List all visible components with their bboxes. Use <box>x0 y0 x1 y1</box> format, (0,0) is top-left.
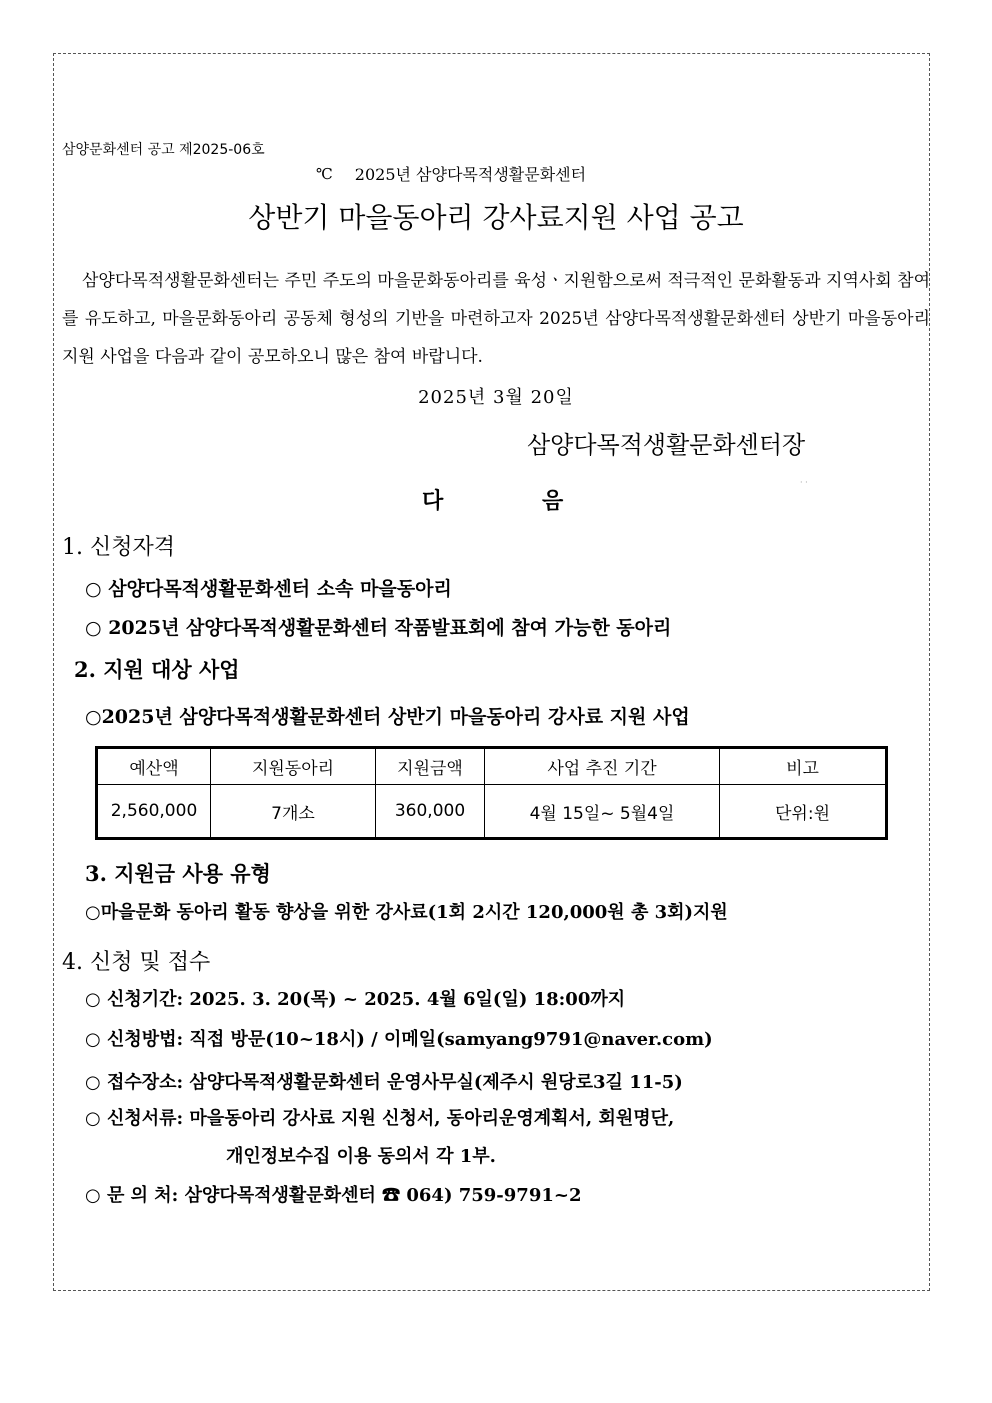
table-header-cell: 비고 <box>720 748 887 785</box>
table-header-cell: 지원동아리 <box>211 748 376 785</box>
section-3-title: 3. 지원금 사용 유형 <box>85 861 271 886</box>
page-title: 상반기 마을동아리 강사료지원 사업 공고 <box>248 201 744 234</box>
section-4-item-method: ○ 신청방법: 직접 방문(10~18시) / 이메일(samyang9791@naver.com) <box>85 1029 713 1050</box>
section-1-item-2: ○ 2025년 삼양다목적생활문화센터 작품발표회에 참여 가능한 동아리 <box>85 617 672 639</box>
section-4-item-documents-cont: 개인정보수집 이용 동의서 각 1부. <box>226 1146 496 1167</box>
heading-eum: 음 <box>542 488 564 514</box>
section-4-item-period: ○ 신청기간: 2025. 3. 20(목) ~ 2025. 4월 6일(일) 18:00까지 <box>85 989 626 1010</box>
subtitle-row <box>316 162 586 185</box>
decorative-glyph-icon: ℃ <box>316 164 333 183</box>
section-4-item-contact: ○ 문 의 처: 삼양다목적생활문화센터 ☎ 064) 759-9791~2 <box>85 1185 582 1206</box>
table-row <box>97 785 887 839</box>
table-cell: 2,560,000 <box>97 785 211 839</box>
table-header-cell: 예산액 <box>97 748 211 785</box>
section-2-item: ○2025년 삼양다목적생활문화센터 상반기 마을동아리 강사료 지원 사업 <box>85 706 690 728</box>
table-cell: 7개소 <box>211 785 376 839</box>
table-header-row <box>97 748 887 785</box>
table-cell: 360,000 <box>376 785 485 839</box>
section-4-item-place: ○ 접수장소: 삼양다목적생활문화센터 운영사무실(제주시 원당로3길 11-5) <box>85 1072 683 1093</box>
signer: 삼양다목적생활문화센터장 <box>527 431 806 459</box>
table-header-cell: 사업 추진 기간 <box>485 748 720 785</box>
section-2-title: 2. 지원 대상 사업 <box>74 657 240 682</box>
section-4-title: 4. 신청 및 접수 <box>62 950 211 975</box>
notice-date: 2025년 3월 20일 <box>418 387 574 408</box>
notice-number: 삼양문화센터 공고 제2025-06호 <box>62 142 265 158</box>
heading-da: 다 <box>422 488 444 514</box>
section-3-item: ○마을문화 동아리 활동 향상을 위한 강사료(1회 2시간 120,000원 총 3회)지원 <box>85 902 728 923</box>
section-4-item-documents: ○ 신청서류: 마을동아리 강사료 지원 신청서, 동아리운영계획서, 회원명단, <box>85 1108 675 1129</box>
table-header-cell: 지원금액 <box>376 748 485 785</box>
budget-table <box>95 746 888 840</box>
table-cell: 4월 15일~ 5월4일 <box>485 785 720 839</box>
subtitle: 2025년 삼양다목적생활문화센터 <box>354 165 587 184</box>
section-1-item-1: ○ 삼양다목적생활문화센터 소속 마을동아리 <box>85 578 452 600</box>
table-cell: 단위:원 <box>720 785 887 839</box>
section-1-title: 1. 신청자격 <box>62 535 175 560</box>
intro-paragraph: 삼양다목적생활문화센터는 주민 주도의 마을문화동아리를 육성ㆍ지원함으로써 적극적인 문화활동과 지역사회 참여를 유도하고, 마을문화동아리 공동체 형성의 기반을 마련하고자 2025년 삼양다목적생활문화센터 상반기 마을동아리 지원 사업을 다음과 같이 공모하오니 많은 참여 바랍니다. <box>62 271 930 367</box>
seal-dots: · · <box>800 478 808 487</box>
